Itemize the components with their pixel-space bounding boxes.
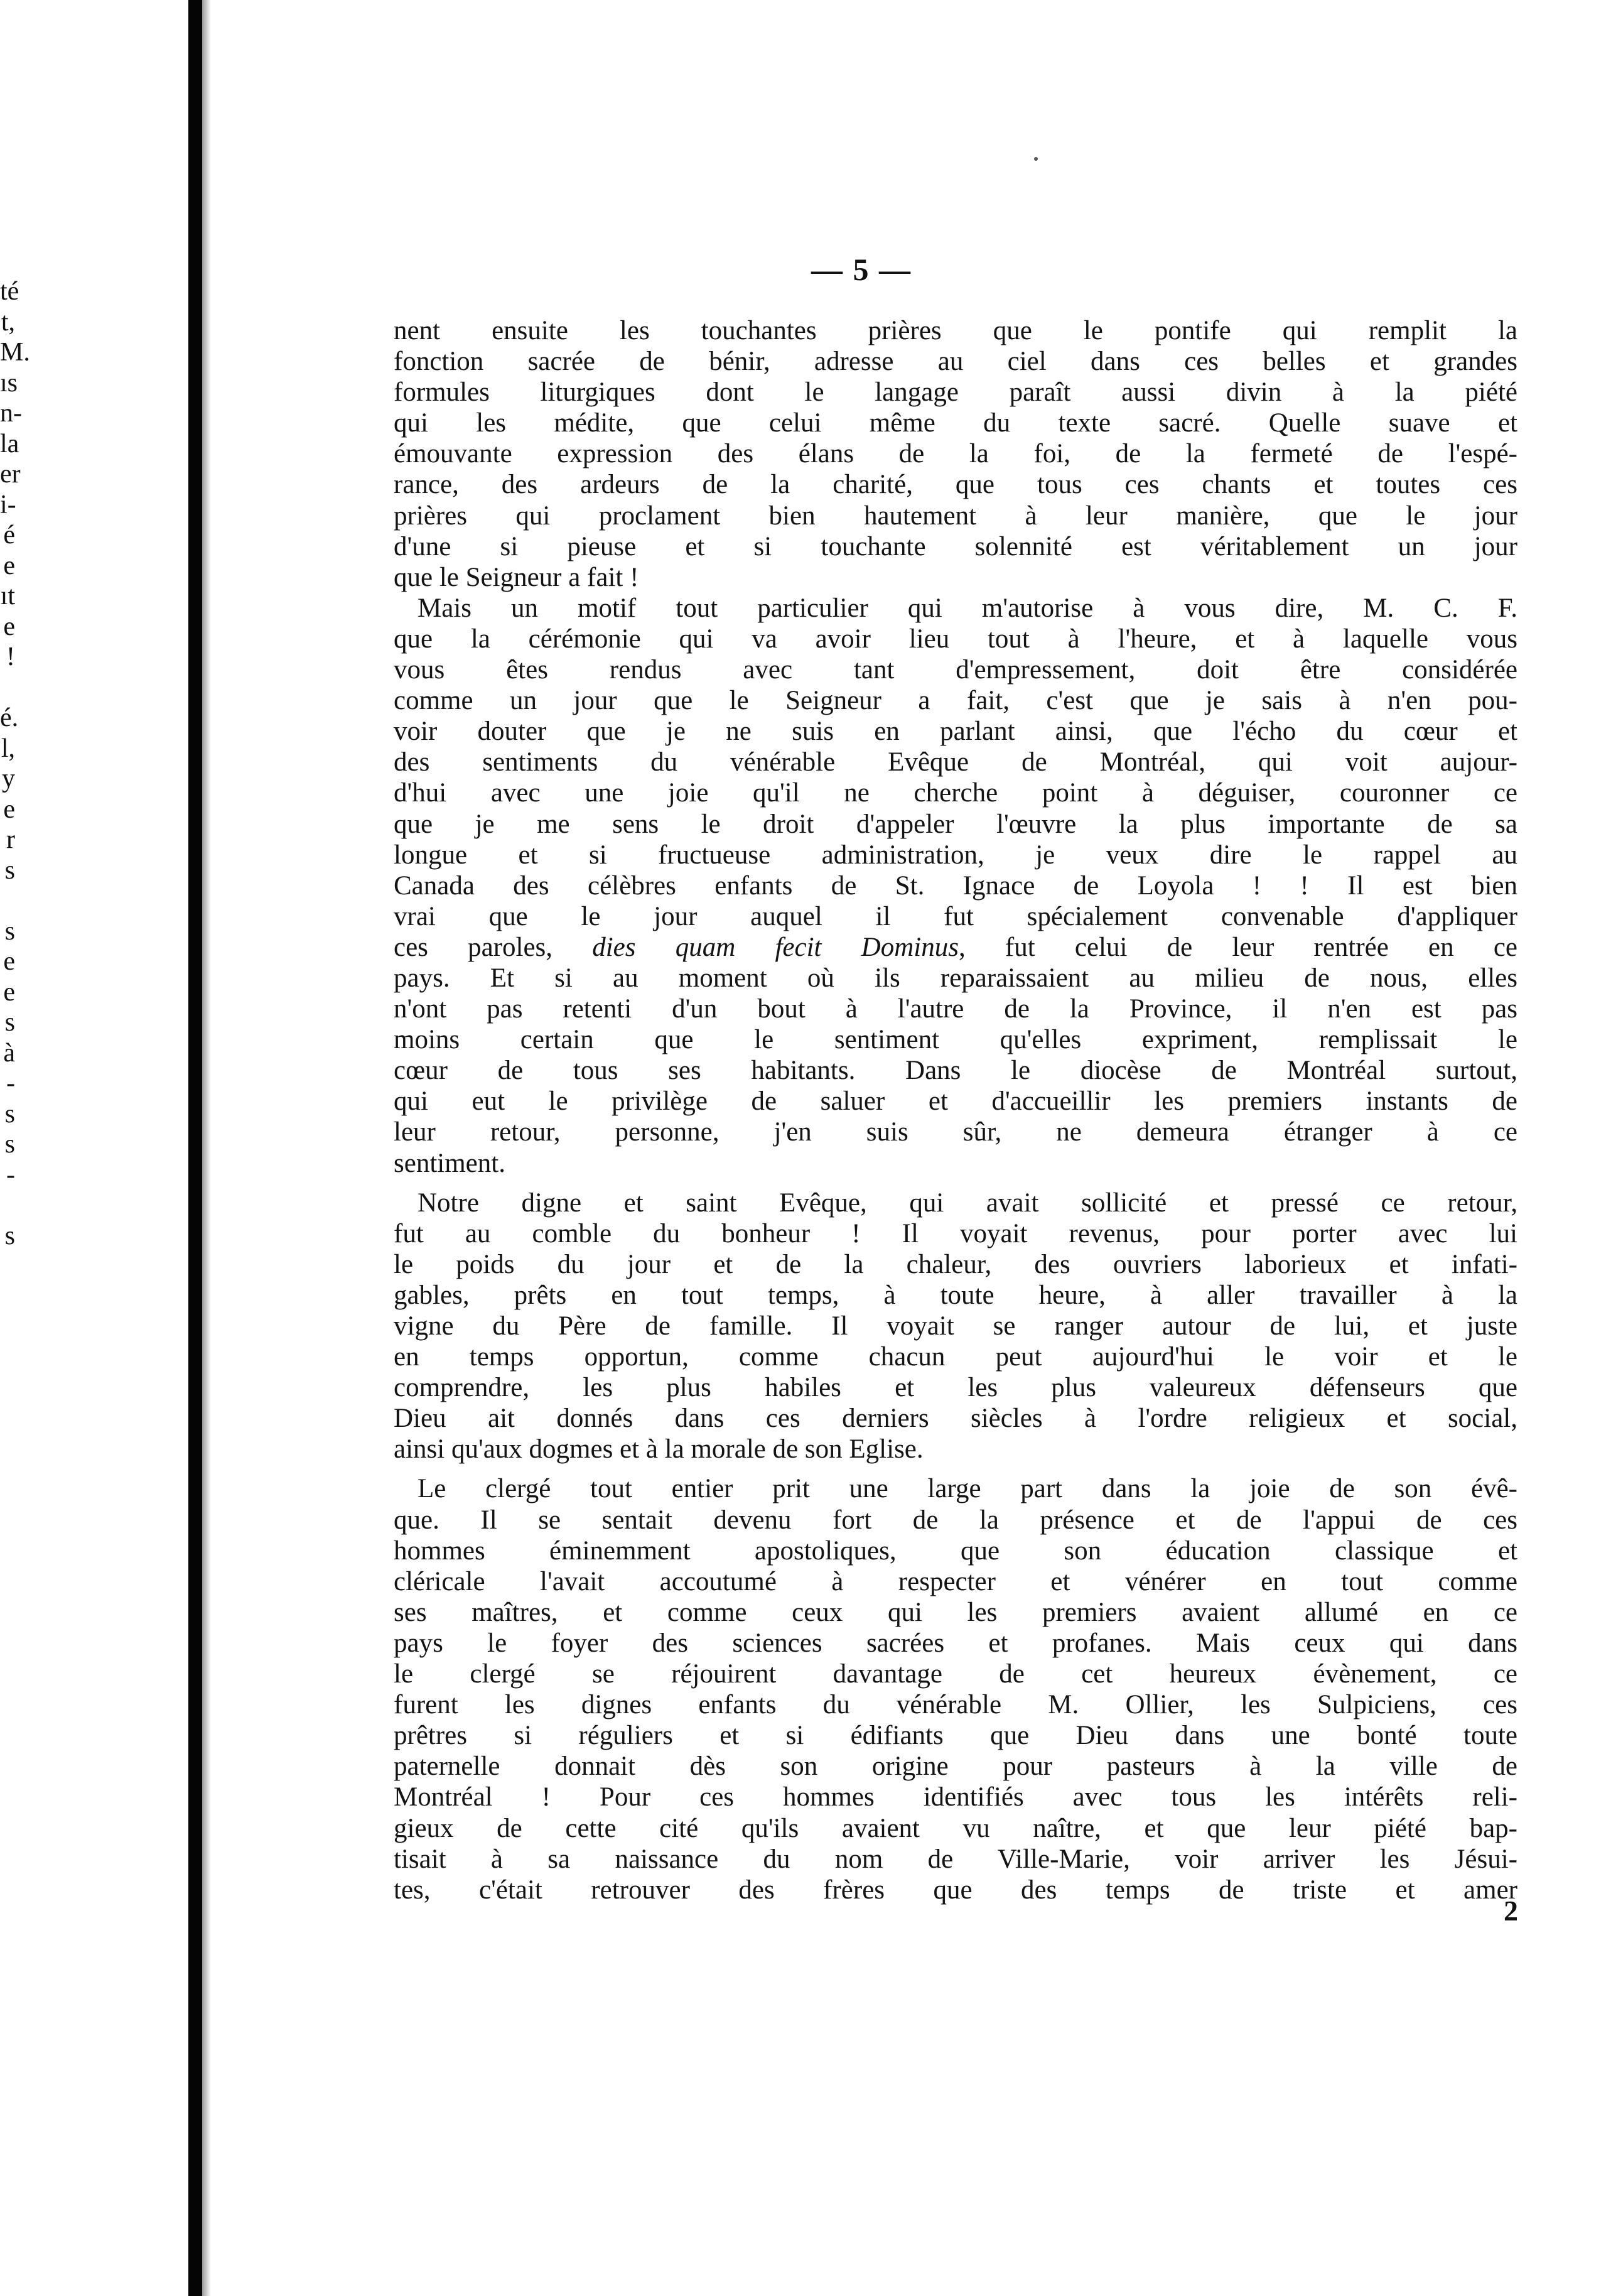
document-page — [202, 0, 1606, 2296]
fragment-line: l, — [1, 734, 15, 763]
fragment-line: s — [4, 1099, 15, 1129]
text-line: prêtres si réguliers et si édifiants que Dieu dans une bonté toute — [394, 1721, 1517, 1751]
fragment-line: e — [3, 612, 15, 641]
text-line: que je me sens le droit d'appeler l'œuvre la plus importante de sa — [394, 809, 1517, 839]
fragment-line: r — [6, 825, 15, 854]
text-line: comme un jour que le Seigneur a fait, c'est que je sais à n'en pou- — [394, 686, 1517, 716]
fragment-line: té — [0, 277, 19, 306]
text-line: ces paroles, dies quam fecit Dominus, fut celui de leur rentrée en ce — [394, 932, 1517, 962]
paragraph — [394, 1188, 1517, 1465]
text-line: sentiment. — [394, 1148, 505, 1178]
text-line: émouvante expression des élans de la foi, de la fermeté de l'espé- — [394, 439, 1517, 469]
adjacent-page-text-edge — [0, 276, 30, 1251]
fragment-line: e — [3, 947, 15, 976]
text-line: formules liturgiques dont le langage paraît aussi divin à la piété — [394, 377, 1517, 408]
page-gutter — [188, 0, 202, 2296]
text-line: que. Il se sentait devenu fort de la présence et de l'appui de ces — [394, 1505, 1517, 1535]
text-line: voir douter que je ne suis en parlant ainsi, que l'écho du cœur et — [394, 717, 1517, 747]
text-line: des sentiments du vénérable Evêque de Montréal, qui voit aujour- — [394, 747, 1517, 777]
text-line: Dieu ait donnés dans ces derniers siècles à l'ordre religieux et social, — [394, 1404, 1517, 1434]
text-line: que la cérémonie qui va avoir lieu tout à l'heure, et à laquelle vous — [394, 624, 1517, 654]
text-line: pays. Et si au moment où ils reparaissaient au milieu de nous, elles — [394, 963, 1517, 993]
adjacent-page-fragment — [0, 0, 188, 2296]
body-text — [394, 315, 1517, 1905]
text-line: hommes éminemment apostoliques, que son éducation classique et — [394, 1535, 1517, 1566]
fragment-line: t, — [1, 307, 15, 337]
fragment-line: s — [4, 855, 15, 885]
paragraph — [394, 593, 1517, 1179]
paragraph-gap — [394, 1465, 1517, 1473]
fragment-line: s — [4, 1221, 15, 1250]
fragment-line: e — [3, 551, 15, 580]
fragment-line: i- — [0, 490, 16, 519]
fragment-line: - — [6, 1160, 15, 1189]
text-line: Le clergé tout entier prit une large part dans la joie de son évê- — [418, 1474, 1517, 1504]
text-line: le clergé se réjouirent davantage de cet heureux évènement, ce — [394, 1659, 1517, 1689]
fragment-line: s — [4, 1130, 15, 1159]
fragment-line — [0, 1190, 15, 1221]
text-line: cléricale l'avait accoutumé à respecter et vénérer en tout comme — [394, 1566, 1517, 1596]
fragment-line: y — [2, 764, 15, 793]
text-line: d'une si pieuse et si touchante solennité est véritablement un jour — [394, 531, 1517, 561]
fragment-line: e — [3, 977, 15, 1007]
text-line: comprendre, les plus habiles et les plus valeureux défenseurs que — [394, 1373, 1517, 1403]
text-line: Notre digne et saint Evêque, qui avait sollicité et pressé ce retour, — [418, 1188, 1517, 1218]
text-line: Mais un motif tout particulier qui m'autorise à vous dire, M. C. F. — [418, 593, 1517, 623]
paragraph — [394, 1473, 1517, 1905]
fragment-line: s — [4, 916, 15, 946]
text-line: furent les dignes enfants du vénérable M. Ollier, les Sulpiciens, ces — [394, 1690, 1517, 1720]
fragment-line: M. — [0, 338, 30, 367]
fragment-line: à — [3, 1038, 15, 1068]
text-line: qui eut le privilège de saluer et d'accueillir les premiers instants de — [394, 1086, 1517, 1117]
text-line: fut au comble du bonheur ! Il voyait revenus, pour porter avec lui — [394, 1218, 1517, 1248]
fragment-line — [0, 885, 15, 916]
text-line: d'hui avec une joie qu'il ne cherche point à déguiser, couronner ce — [394, 778, 1517, 808]
fragment-line: ıs — [0, 368, 18, 398]
text-line: en temps opportun, comme chacun peut aujourd'hui le voir et le — [394, 1342, 1517, 1372]
text-line: vrai que le jour auquel il fut spécialement convenable d'appliquer — [394, 901, 1517, 931]
fragment-line: - — [6, 1069, 15, 1098]
text-line: n'ont pas retenti d'un bout à l'autre de la Province, il n'en est pas — [394, 994, 1517, 1024]
page-number: — 5 — — [811, 252, 912, 287]
latin-quote: dies quam fecit Dominus — [592, 932, 959, 962]
fragment-line — [0, 673, 15, 703]
text-line: vigne du Père de famille. Il voyait se ranger autour de lui, et juste — [394, 1311, 1517, 1341]
text-line: prières qui proclament bien hautement à leur manière, que le jour — [394, 501, 1517, 531]
text-line: moins certain que le sentiment qu'elles expriment, remplissait le — [394, 1025, 1517, 1055]
text-line: Canada des célèbres enfants de St. Ignace de Loyola ! ! Il est bien — [394, 870, 1517, 901]
paragraph-gap — [394, 1179, 1517, 1188]
text-line: longue et si fructueuse administration, je veux dire le rappel au — [394, 840, 1517, 870]
text-line: Montréal ! Pour ces hommes identifiés avec tous les intérêts reli- — [394, 1782, 1517, 1812]
fragment-line: er — [0, 460, 21, 489]
text-line: ses maîtres, et comme ceux qui les premiers avaient allumé en ce — [394, 1597, 1517, 1627]
text-line: le poids du jour et de la chaleur, des ouvriers laborieux et infati- — [394, 1249, 1517, 1279]
text-line: tes, c'était retrouver des frères que des temps de triste et amer — [394, 1875, 1517, 1905]
text-line: pays le foyer des sciences sacrées et profanes. Mais ceux qui dans — [394, 1628, 1517, 1658]
fragment-line: la — [0, 429, 19, 458]
fragment-line: ! — [6, 642, 15, 671]
text-line: que le Seigneur a fait ! — [394, 562, 639, 592]
text-line: ainsi qu'aux dogmes et à la morale de son Eglise. — [394, 1434, 924, 1465]
text-line: rance, des ardeurs de la charité, que tous ces chants et toutes ces — [394, 470, 1517, 500]
fragment-line: é. — [0, 703, 19, 732]
paper-speck — [1034, 157, 1038, 161]
signature-mark: 2 — [1504, 1895, 1518, 1927]
fragment-line: s — [4, 1008, 15, 1037]
text-line: gables, prêts en tout temps, à toute heure, à aller travailler à la — [394, 1280, 1517, 1310]
text-line: cœur de tous ses habitants. Dans le diocèse de Montréal surtout, — [394, 1056, 1517, 1086]
text-line: nent ensuite les touchantes prières que le pontife qui remplit la — [394, 316, 1517, 345]
text-line: qui les médite, que celui même du texte sacré. Quelle suave et — [394, 408, 1517, 438]
fragment-line: ıt — [0, 582, 15, 610]
fragment-line: n- — [0, 399, 22, 428]
text-line: fonction sacrée de bénir, adresse au ciel dans ces belles et grandes — [394, 347, 1517, 377]
text-line: vous êtes rendus avec tant d'empressement, doit être considérée — [394, 655, 1517, 685]
text-line: paternelle donnait dès son origine pour pasteurs à la ville de — [394, 1752, 1517, 1782]
fragment-line: é — [3, 521, 15, 550]
paragraph — [394, 315, 1517, 593]
fragment-line: e — [3, 794, 15, 824]
text-line: leur retour, personne, j'en suis sûr, ne demeura étranger à ce — [394, 1117, 1517, 1147]
text-line: tisait à sa naissance du nom de Ville-Marie, voir arriver les Jésui- — [394, 1844, 1517, 1874]
text-line: gieux de cette cité qu'ils avaient vu naître, et que leur piété bap- — [394, 1813, 1517, 1843]
page-edge-shadow — [202, 0, 211, 2296]
